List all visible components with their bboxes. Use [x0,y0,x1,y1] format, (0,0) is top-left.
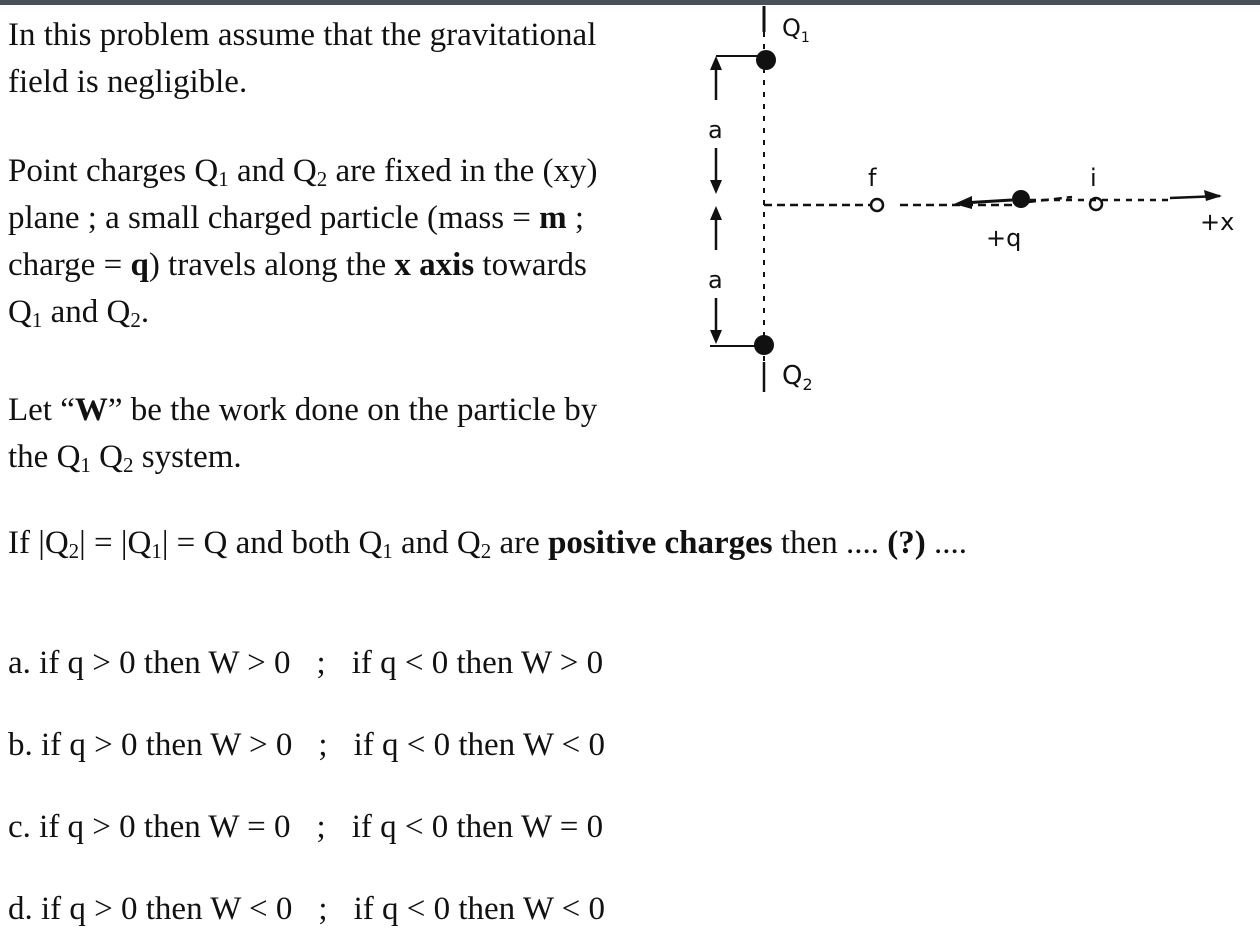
final-label: f [868,164,877,192]
particle-dot [1012,190,1030,208]
particle-label: +q [986,224,1022,252]
work-paragraph [8,387,597,481]
setup-line-4: $Q_1$ and $Q_2$. [8,294,150,332]
dim-bottom-up-arrowhead [710,206,722,220]
charge-q1-dot [756,50,776,70]
q2-label: $Q_2$ [782,361,813,394]
work-line-2: the $Q_1$ $Q_2$ system. [8,439,242,477]
x-axis-arrowhead [1204,190,1222,201]
velocity-arrowhead [954,196,972,209]
work-line-1: Let “W” be the work done on the particle by [8,392,598,428]
dim-top-up-arrowhead [710,56,722,70]
intro-paragraph [8,12,596,106]
question-line: If $|Q_2| = |Q_1| = Q$ and both $Q_1$ and $Q_2$ are positive charges then .... (?) .... [8,525,967,563]
dim-bottom-down-arrowhead [710,330,722,344]
setup-line-2: plane ; a small charged particle (mass = m ; [8,200,585,236]
setup-paragraph [8,148,598,336]
intro-line-2: field is negligible. [8,64,248,100]
option-c[interactable]: c. if q > 0 then W = 0 ; if q < 0 then W = 0 [8,809,604,845]
option-d[interactable]: d. if q > 0 then W < 0 ; if q < 0 then W < 0 [8,891,605,927]
dim-top-down-arrowhead [710,180,722,194]
setup-line-3: charge = q) travels along the x axis towards [8,247,587,283]
q1-label: $Q_1$ [782,14,810,46]
charge-diagram [700,0,1260,400]
intro-line-1: In this problem assume that the gravitational [8,17,597,53]
option-b[interactable]: b. if q > 0 then W > 0 ; if q < 0 then W < 0 [8,727,605,763]
initial-label: i [1090,164,1097,192]
final-position-marker [871,199,883,211]
dim-top-label: a [708,116,723,144]
dim-bottom-label: a [708,266,723,294]
setup-line-1: Point charges $Q_1$ and $Q_2$ are fixed in the (xy) [8,153,598,191]
option-a[interactable]: a. if q > 0 then W > 0 ; if q < 0 then W > 0 [8,645,604,681]
x-axis-label: +x [1200,208,1235,236]
